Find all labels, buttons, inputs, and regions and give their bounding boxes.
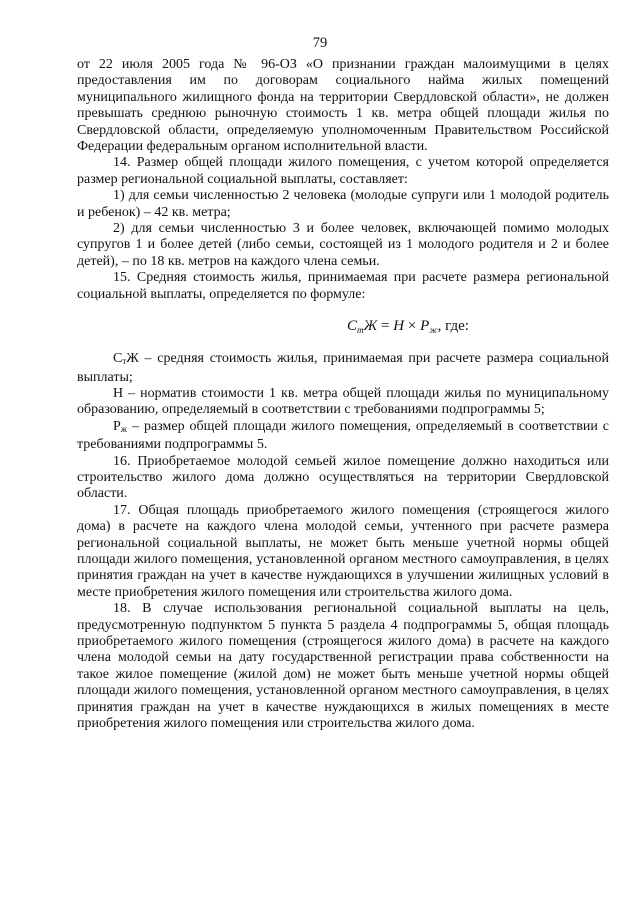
- formula-c-subscript: т: [357, 325, 364, 336]
- definition-p-text: – размер общей площади жилого помещения, определяемый в соответствии с требованиями подпрограммы 5.: [77, 418, 609, 453]
- formula-c: С: [347, 318, 358, 335]
- definition-h-text: – норматив стоимости 1 кв. метра общей площади жилья по муниципальному образованию, определяемый в соответствии с требованиями подпрограммы 5;: [77, 385, 609, 418]
- paragraph-14: 14. Размер общей площади жилого помещения, с учетом которой определяется размер региональной социальной выплаты, составляет:: [77, 155, 609, 187]
- definition-cj-symbol-tail: Ж: [126, 351, 139, 367]
- definition-cj-subscript: т: [122, 356, 127, 367]
- formula-suffix: , где:: [437, 318, 469, 335]
- definition-p-subscript: ж: [120, 423, 128, 434]
- definition-p-symbol: Р: [113, 418, 121, 434]
- paragraph-14-item-1: 1) для семьи численностью 2 человека (молодые супруги или 1 молодой родитель и ребенок) – 42 кв. метра;: [77, 188, 609, 220]
- paragraph-17: 17. Общая площадь приобретаемого жилого помещения (строящегося жилого дома) в расчете на каждого члена молодой семьи, учтенного при расчете размера региональной социальной выплаты, не может быть меньше учетной нормы общей площади жилого помещения, установленной органом местного самоуправления, в целях принятия граждан на учет в качестве нуждающихся в улучшении жилищных условий в месте приобретения жилого помещения или строительства жилого дома.: [77, 502, 609, 600]
- definition-h-symbol: Н: [113, 385, 124, 401]
- formula-times: ×: [404, 318, 421, 335]
- definition-cj-text: – средняя стоимость жилья, принимаемая при расчете размера социальной выплаты;: [77, 351, 609, 385]
- paragraph-16: 16. Приобретаемое молодой семьей жилое помещение должно находиться или строительство жилого дома должно осуществляться на территории Свердловской области.: [77, 453, 609, 502]
- paragraph-continuation: от 22 июля 2005 года № 96-ОЗ «О признании граждан малоимущими в целях предоставления им по договорам социального найма жилых помещений муниципального жилищного фонда на территории Свердловской области», не должен превышать среднюю рыночную стоимость 1 кв. метра общей площади жилья по Свердловской области, определяемую уполномоченным Правительством Российской Федерации федеральным органом исполнительной власти.: [77, 57, 609, 155]
- formula-p-subscript: ж: [429, 325, 438, 336]
- document-body: [77, 57, 609, 732]
- formula-h: Н: [393, 318, 405, 335]
- paragraph-18: 18. В случае использования региональной социальной выплаты на цель, предусмотренную подпунктом 5 пункта 5 раздела 4 подпрограммы 5, общая площадь приобретаемого жилого помещения (строящегося жилого дома) в расчете на каждого члена молодой семьи на дату государственной регистрации права собственности на такое жилое помещение (жилой дом) не может быть меньше учетной нормы общей площади жилого помещения, установленной органом местного самоуправления, в целях принятия граждан на учет в качестве нуждающихся в жилых помещениях в месте приобретения жилого помещения или строительства жилого дома.: [77, 601, 609, 732]
- paragraph-14-item-2: 2) для семьи численностью 3 и более человек, включающей помимо молодых супругов 1 и более детей (либо семьи, состоящей из 1 молодого родителя и 2 и более детей), – по 18 кв. метров на каждого члена семьи.: [77, 221, 609, 269]
- formula: [77, 317, 609, 339]
- definition-cj: [77, 351, 609, 386]
- paragraph-15: 15. Средняя стоимость жилья, принимаемая при расчете размера региональной социальной выплаты, определяется по формуле:: [77, 270, 609, 302]
- definition-h: [77, 386, 609, 419]
- formula-p: Р: [420, 318, 430, 335]
- formula-equals: =: [377, 318, 394, 335]
- formula-zh: Ж: [363, 318, 378, 335]
- definition-p: [77, 419, 609, 454]
- page-number: 79: [312, 35, 328, 51]
- definition-cj-symbol: С: [113, 351, 123, 367]
